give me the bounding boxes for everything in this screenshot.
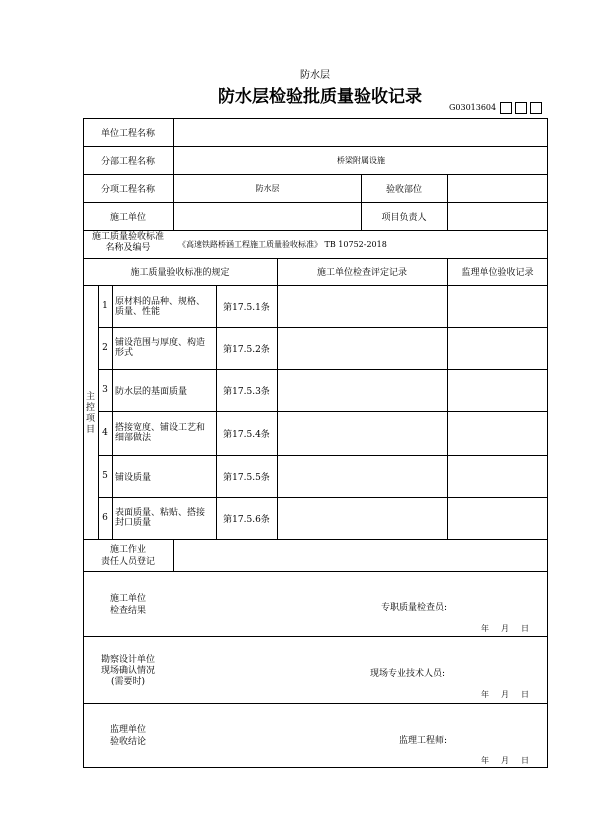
sub-project-field[interactable]: 桥梁附属设施 <box>337 155 385 165</box>
standard-label-line2: 名称及编号 <box>105 243 151 253</box>
item-description: 铺设范围与厚度、构造 形式 <box>115 338 206 358</box>
crew-registration-field[interactable] <box>174 540 547 570</box>
construction-unit-field[interactable] <box>174 202 361 230</box>
date-day: 日 <box>521 624 529 633</box>
unit-project-label: 单位工程名称 <box>100 128 155 139</box>
date-month: 月 <box>501 624 509 633</box>
supervision-check-cell[interactable] <box>448 412 547 454</box>
item-clause: 第17.5.2条 <box>223 344 270 355</box>
item-project-label: 分项工程名称 <box>100 184 155 195</box>
item-clause: 第17.5.1条 <box>223 302 270 313</box>
standard-value: 《高速铁路桥涵工程施工质量验收标准》 TB 10752-2018 <box>178 239 387 249</box>
item-number: 3 <box>102 385 108 395</box>
code-box-2[interactable] <box>515 102 527 114</box>
date-month: 月 <box>501 756 509 765</box>
standard-label-line1: 施工质量验收标准 <box>91 232 164 242</box>
column-header-construction-check: 施工单位检查评定记录 <box>316 268 407 278</box>
construction-check-cell[interactable] <box>278 328 446 368</box>
item-description: 防水层的基面质量 <box>115 386 188 397</box>
code-box-1[interactable] <box>500 102 512 114</box>
supervision-conclusion-label: 监理单位 验收结论 <box>109 725 146 747</box>
construction-check-cell[interactable] <box>278 370 446 410</box>
supervision-check-cell[interactable] <box>448 498 547 538</box>
supervision-check-cell[interactable] <box>448 328 547 368</box>
supervision-check-cell[interactable] <box>448 286 547 326</box>
item-clause: 第17.5.3条 <box>223 386 270 397</box>
column-header-spec: 施工质量验收标准的规定 <box>130 268 230 278</box>
main-control-group-label: 主 控 项 目 <box>85 392 95 435</box>
item-description: 铺设质量 <box>115 472 152 483</box>
construction-check-cell[interactable] <box>278 412 446 454</box>
item-number: 5 <box>102 471 108 481</box>
technician-signature-label: 现场专业技术人员: <box>370 669 446 679</box>
date-day: 日 <box>521 690 529 699</box>
item-description: 表面质量、粘贴、搭接 封口质量 <box>115 508 206 528</box>
acceptance-part-label: 验收部位 <box>385 184 422 195</box>
construction-result-label: 施工单位 检查结果 <box>109 594 146 616</box>
item-description: 原材料的品种、规格、 质量、性能 <box>115 297 206 317</box>
construction-check-cell[interactable] <box>278 286 446 326</box>
item-description: 搭接宽度、铺设工艺和 细部做法 <box>115 423 206 443</box>
form-subtitle: 防水层 <box>300 69 330 81</box>
date-year: 年 <box>481 756 489 765</box>
date-year: 年 <box>481 690 489 699</box>
construction-check-cell[interactable] <box>278 498 446 538</box>
date-day: 日 <box>521 756 529 765</box>
item-number: 4 <box>102 428 108 438</box>
engineer-signature-label: 监理工程师: <box>399 736 448 746</box>
date-month: 月 <box>501 690 509 699</box>
inspector-signature-label: 专职质量检查员: <box>381 603 448 613</box>
project-manager-label: 项目负责人 <box>381 212 427 223</box>
construction-check-cell[interactable] <box>278 456 446 496</box>
project-manager-field[interactable] <box>448 202 548 230</box>
design-confirmation-label: 勘察设计单位 现场确认情况 (需要时) <box>100 655 155 687</box>
code-box-3[interactable] <box>530 102 542 114</box>
standard-label <box>83 232 173 258</box>
item-number: 6 <box>102 513 108 523</box>
construction-unit-label: 施工单位 <box>109 212 146 223</box>
item-clause: 第17.5.5条 <box>223 472 270 483</box>
item-number: 1 <box>102 301 108 311</box>
item-clause: 第17.5.6条 <box>223 514 270 525</box>
form-title: 防水层检验批质量验收记录 <box>218 86 422 107</box>
item-number: 2 <box>102 343 108 353</box>
supervision-check-cell[interactable] <box>448 370 547 410</box>
sub-project-label: 分部工程名称 <box>100 156 155 167</box>
crew-registration-label: 施工作业 责任人员登记 <box>100 545 155 567</box>
supervision-check-cell[interactable] <box>448 456 547 496</box>
column-header-supervision-check: 监理单位验收记录 <box>461 268 534 278</box>
item-project-field[interactable]: 防水层 <box>255 183 280 193</box>
unit-project-field[interactable] <box>174 118 548 146</box>
form-code: G03013604 <box>449 103 497 112</box>
acceptance-part-field[interactable] <box>448 174 548 202</box>
date-year: 年 <box>481 624 489 633</box>
item-clause: 第17.5.4条 <box>223 429 270 440</box>
